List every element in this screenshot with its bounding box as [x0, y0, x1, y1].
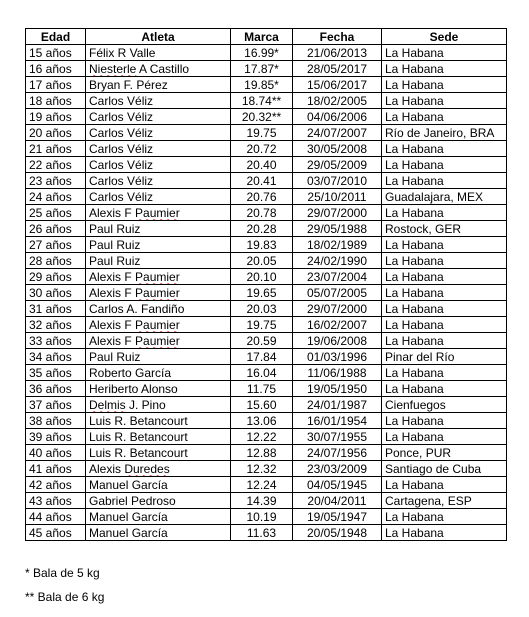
table-row	[26, 413, 507, 429]
cell-fecha: 19/05/1950	[293, 381, 382, 397]
cell-sede: Cartagena, ESP	[382, 493, 507, 509]
cell-atleta: Manuel García	[86, 509, 231, 525]
cell-marca: 19.75	[231, 317, 293, 333]
spellcheck-flagged-word: Duredes	[124, 461, 170, 476]
cell-edad: 41 años	[26, 461, 86, 477]
spellcheck-flagged-word: Paumier	[135, 317, 180, 332]
table-row	[26, 301, 507, 317]
cell-fecha: 30/05/2008	[293, 141, 382, 157]
cell-marca: 17.84	[231, 349, 293, 365]
cell-atleta: Carlos A. Fandiño	[86, 301, 231, 317]
cell-edad: 34 años	[26, 349, 86, 365]
records-table	[25, 28, 507, 541]
cell-atleta: Alexis F Paumier	[86, 285, 231, 301]
cell-atleta: Carlos Véliz	[86, 109, 231, 125]
cell-fecha: 24/01/1987	[293, 397, 382, 413]
cell-fecha: 01/03/1996	[293, 349, 382, 365]
cell-edad: 30 años	[26, 285, 86, 301]
cell-atleta: Roberto García	[86, 365, 231, 381]
table-row	[26, 461, 507, 477]
table-row	[26, 125, 507, 141]
cell-edad: 40 años	[26, 445, 86, 461]
header-atleta: Atleta	[86, 29, 231, 45]
table-row	[26, 253, 507, 269]
cell-fecha: 29/05/2009	[293, 157, 382, 173]
cell-marca: 19.65	[231, 285, 293, 301]
cell-edad: 20 años	[26, 125, 86, 141]
cell-marca: 18.74**	[231, 93, 293, 109]
cell-sede: Santiago de Cuba	[382, 461, 507, 477]
cell-fecha: 19/05/1947	[293, 509, 382, 525]
footnote-6kg: ** Bala de 6 kg	[25, 590, 105, 604]
table-row	[26, 365, 507, 381]
table-header	[26, 29, 507, 45]
table-row	[26, 189, 507, 205]
cell-sede: La Habana	[382, 77, 507, 93]
cell-edad: 38 años	[26, 413, 86, 429]
cell-fecha: 15/06/2017	[293, 77, 382, 93]
cell-marca: 11.63	[231, 525, 293, 541]
cell-atleta: Paul Ruiz	[86, 349, 231, 365]
table-row	[26, 157, 507, 173]
cell-atleta: Niesterle A Castillo	[86, 61, 231, 77]
cell-marca: 19.83	[231, 237, 293, 253]
cell-sede: La Habana	[382, 45, 507, 61]
table-row	[26, 397, 507, 413]
cell-sede: La Habana	[382, 61, 507, 77]
cell-marca: 20.05	[231, 253, 293, 269]
cell-fecha: 20/04/2011	[293, 493, 382, 509]
table-row	[26, 381, 507, 397]
table-row	[26, 445, 507, 461]
table-row	[26, 285, 507, 301]
cell-atleta: Carlos Véliz	[86, 141, 231, 157]
cell-edad: 43 años	[26, 493, 86, 509]
cell-edad: 15 años	[26, 45, 86, 61]
spellcheck-flagged-word: Delmis	[89, 397, 126, 412]
cell-atleta: Paul Ruiz	[86, 221, 231, 237]
cell-marca: 12.32	[231, 461, 293, 477]
cell-edad: 17 años	[26, 77, 86, 93]
cell-sede: La Habana	[382, 205, 507, 221]
cell-atleta: Alexis F Paumier	[86, 205, 231, 221]
cell-sede: La Habana	[382, 477, 507, 493]
cell-atleta: Manuel García	[86, 525, 231, 541]
cell-fecha: 24/02/1990	[293, 253, 382, 269]
cell-fecha: 16/02/2007	[293, 317, 382, 333]
cell-fecha: 30/07/1955	[293, 429, 382, 445]
cell-marca: 20.32**	[231, 109, 293, 125]
cell-fecha: 24/07/1956	[293, 445, 382, 461]
cell-fecha: 03/07/2010	[293, 173, 382, 189]
header-fecha: Fecha	[293, 29, 382, 45]
cell-sede: La Habana	[382, 285, 507, 301]
cell-edad: 27 años	[26, 237, 86, 253]
cell-sede: Rostock, GER	[382, 221, 507, 237]
cell-marca: 10.19	[231, 509, 293, 525]
cell-marca: 20.72	[231, 141, 293, 157]
cell-sede: Cienfuegos	[382, 397, 507, 413]
cell-atleta: Alexis Duredes	[86, 461, 231, 477]
cell-edad: 42 años	[26, 477, 86, 493]
cell-edad: 16 años	[26, 61, 86, 77]
cell-fecha: 29/07/2000	[293, 301, 382, 317]
cell-atleta: Alexis F Paumier	[86, 333, 231, 349]
cell-atleta: Carlos Véliz	[86, 125, 231, 141]
spellcheck-flagged-word: Niesterle	[89, 61, 137, 76]
cell-edad: 37 años	[26, 397, 86, 413]
header-sede: Sede	[382, 29, 507, 45]
cell-fecha: 19/06/2008	[293, 333, 382, 349]
cell-atleta: Manuel García	[86, 477, 231, 493]
cell-fecha: 18/02/1989	[293, 237, 382, 253]
cell-fecha: 04/06/2006	[293, 109, 382, 125]
cell-marca: 19.85*	[231, 77, 293, 93]
cell-sede: Ponce, PUR	[382, 445, 507, 461]
cell-edad: 28 años	[26, 253, 86, 269]
cell-marca: 20.76	[231, 189, 293, 205]
cell-edad: 24 años	[26, 189, 86, 205]
cell-edad: 45 años	[26, 525, 86, 541]
cell-edad: 31 años	[26, 301, 86, 317]
cell-atleta: Carlos Véliz	[86, 157, 231, 173]
table-row	[26, 45, 507, 61]
cell-atleta: Luis R. Betancourt	[86, 445, 231, 461]
cell-fecha: 11/06/1988	[293, 365, 382, 381]
footnotes	[25, 566, 104, 614]
cell-fecha: 16/01/1954	[293, 413, 382, 429]
table-row	[26, 141, 507, 157]
cell-edad: 29 años	[26, 269, 86, 285]
table-row	[26, 173, 507, 189]
table-row	[26, 349, 507, 365]
cell-sede: La Habana	[382, 157, 507, 173]
cell-fecha: 05/07/2005	[293, 285, 382, 301]
table-row	[26, 77, 507, 93]
table-row	[26, 269, 507, 285]
table-row	[26, 61, 507, 77]
cell-marca: 20.59	[231, 333, 293, 349]
cell-sede: La Habana	[382, 317, 507, 333]
cell-edad: 35 años	[26, 365, 86, 381]
table-row	[26, 509, 507, 525]
cell-sede: La Habana	[382, 301, 507, 317]
cell-atleta: Carlos Véliz	[86, 93, 231, 109]
table-row	[26, 205, 507, 221]
cell-fecha: 21/06/2013	[293, 45, 382, 61]
cell-sede: Río de Janeiro, BRA	[382, 125, 507, 141]
cell-marca: 12.88	[231, 445, 293, 461]
cell-edad: 44 años	[26, 509, 86, 525]
cell-marca: 20.78	[231, 205, 293, 221]
cell-edad: 33 años	[26, 333, 86, 349]
cell-edad: 23 años	[26, 173, 86, 189]
spellcheck-flagged-word: Paumier	[135, 285, 180, 300]
cell-marca: 20.10	[231, 269, 293, 285]
cell-sede: La Habana	[382, 525, 507, 541]
cell-sede: La Habana	[382, 429, 507, 445]
cell-marca: 20.41	[231, 173, 293, 189]
cell-marca: 12.22	[231, 429, 293, 445]
cell-fecha: 29/05/1988	[293, 221, 382, 237]
cell-marca: 11.75	[231, 381, 293, 397]
cell-sede: La Habana	[382, 269, 507, 285]
cell-edad: 26 años	[26, 221, 86, 237]
table-body	[26, 45, 507, 541]
cell-edad: 36 años	[26, 381, 86, 397]
cell-atleta: Félix R Valle	[86, 45, 231, 61]
cell-marca: 12.24	[231, 477, 293, 493]
cell-sede: Guadalajara, MEX	[382, 189, 507, 205]
cell-sede: La Habana	[382, 109, 507, 125]
cell-fecha: 04/05/1945	[293, 477, 382, 493]
cell-atleta: Carlos Véliz	[86, 189, 231, 205]
spellcheck-flagged-word: Paumier	[135, 333, 180, 348]
cell-sede: La Habana	[382, 237, 507, 253]
cell-atleta: Alexis F Paumier	[86, 317, 231, 333]
cell-marca: 13.06	[231, 413, 293, 429]
table-row	[26, 237, 507, 253]
cell-atleta: Alexis F Paumier	[86, 269, 231, 285]
spellcheck-flagged-word: Paumier	[135, 269, 180, 284]
cell-sede: La Habana	[382, 141, 507, 157]
cell-atleta: Heriberto Alonso	[86, 381, 231, 397]
header-row	[26, 29, 507, 45]
cell-sede: La Habana	[382, 253, 507, 269]
table-row	[26, 525, 507, 541]
header-marca: Marca	[231, 29, 293, 45]
cell-edad: 22 años	[26, 157, 86, 173]
cell-sede: La Habana	[382, 413, 507, 429]
cell-atleta: Carlos Véliz	[86, 173, 231, 189]
cell-marca: 20.03	[231, 301, 293, 317]
cell-edad: 21 años	[26, 141, 86, 157]
cell-edad: 32 años	[26, 317, 86, 333]
cell-marca: 20.28	[231, 221, 293, 237]
cell-marca: 15.60	[231, 397, 293, 413]
cell-fecha: 24/07/2007	[293, 125, 382, 141]
table-row	[26, 93, 507, 109]
table-row	[26, 317, 507, 333]
cell-sede: La Habana	[382, 333, 507, 349]
footnote-5kg: * Bala de 5 kg	[25, 566, 100, 580]
spellcheck-flagged-word: Paumier	[135, 205, 180, 220]
cell-marca: 19.75	[231, 125, 293, 141]
cell-atleta: Luis R. Betancourt	[86, 413, 231, 429]
cell-edad: 18 años	[26, 93, 86, 109]
cell-sede: La Habana	[382, 365, 507, 381]
cell-atleta: Paul Ruiz	[86, 253, 231, 269]
cell-fecha: 25/10/2011	[293, 189, 382, 205]
cell-fecha: 23/03/2009	[293, 461, 382, 477]
cell-fecha: 29/07/2000	[293, 205, 382, 221]
cell-marca: 16.04	[231, 365, 293, 381]
cell-marca: 17.87*	[231, 61, 293, 77]
cell-atleta: Gabriel Pedroso	[86, 493, 231, 509]
cell-fecha: 28/05/2017	[293, 61, 382, 77]
cell-fecha: 18/02/2005	[293, 93, 382, 109]
table-row	[26, 429, 507, 445]
cell-atleta: Luis R. Betancourt	[86, 429, 231, 445]
cell-fecha: 23/07/2004	[293, 269, 382, 285]
cell-edad: 19 años	[26, 109, 86, 125]
cell-atleta: Paul Ruiz	[86, 237, 231, 253]
cell-atleta: Delmis J. Pino	[86, 397, 231, 413]
table-row	[26, 109, 507, 125]
cell-edad: 39 años	[26, 429, 86, 445]
header-edad: Edad	[26, 29, 86, 45]
cell-marca: 16.99*	[231, 45, 293, 61]
cell-marca: 20.40	[231, 157, 293, 173]
cell-fecha: 20/05/1948	[293, 525, 382, 541]
cell-edad: 25 años	[26, 205, 86, 221]
table-row	[26, 477, 507, 493]
table-row	[26, 333, 507, 349]
cell-sede: La Habana	[382, 509, 507, 525]
cell-atleta: Bryan F. Pérez	[86, 77, 231, 93]
table-row	[26, 221, 507, 237]
cell-sede: La Habana	[382, 381, 507, 397]
cell-sede: La Habana	[382, 173, 507, 189]
cell-marca: 14.39	[231, 493, 293, 509]
table-row	[26, 493, 507, 509]
cell-sede: La Habana	[382, 93, 507, 109]
cell-sede: Pinar del Río	[382, 349, 507, 365]
